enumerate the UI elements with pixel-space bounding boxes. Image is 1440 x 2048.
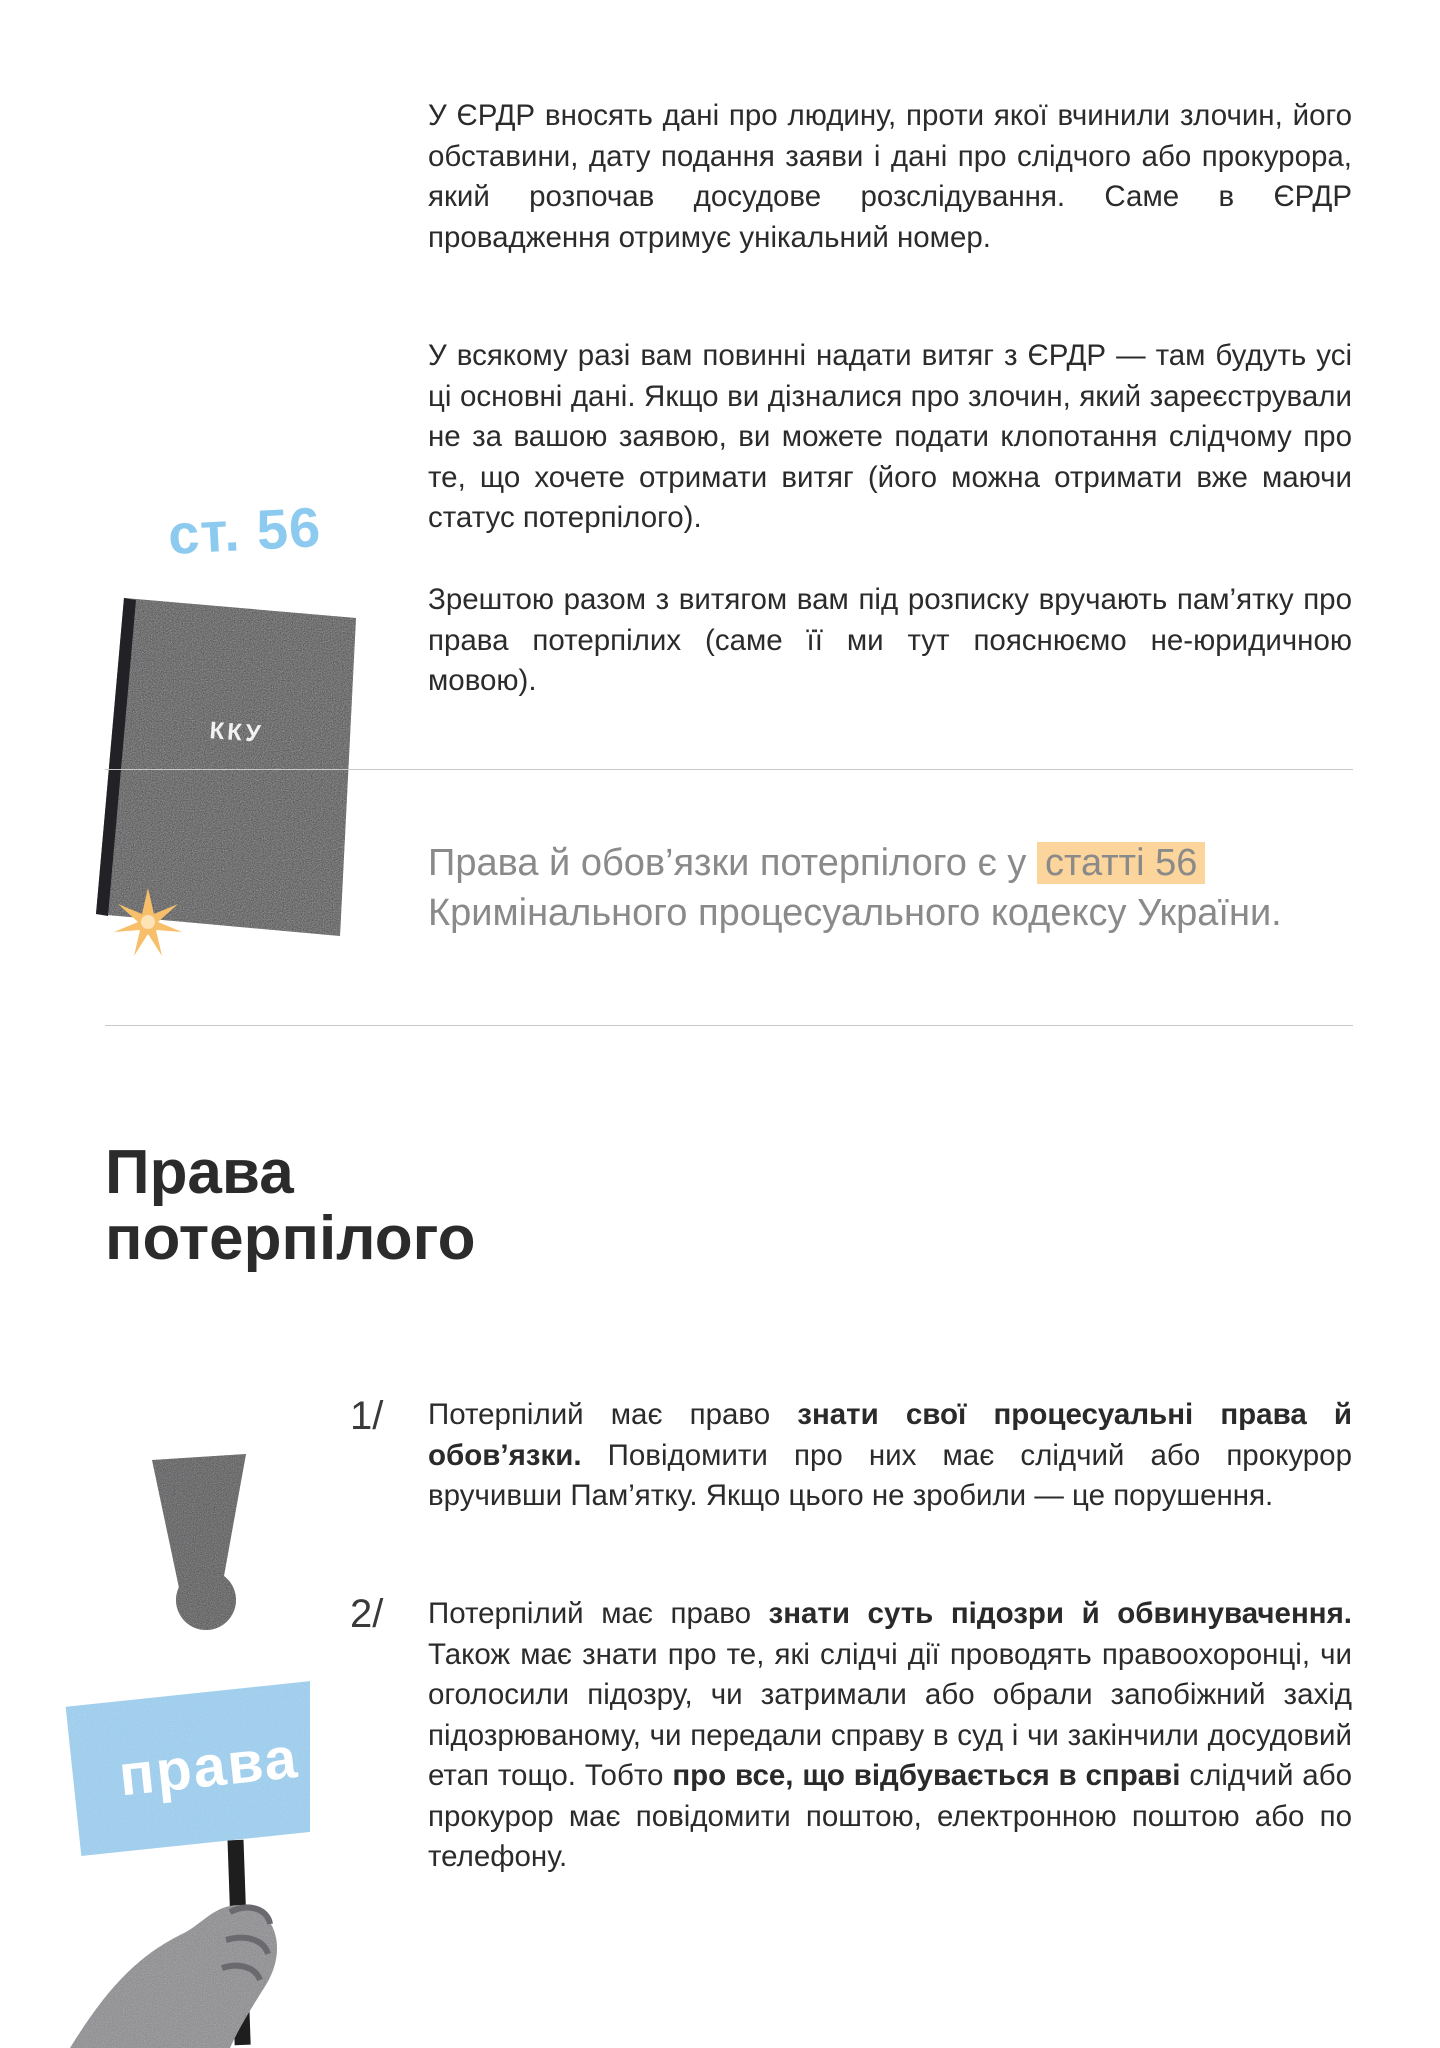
divider-bottom xyxy=(105,1025,1353,1026)
sign-illustration xyxy=(50,1440,310,2048)
article-highlight: статті 56 xyxy=(1037,842,1205,884)
intro-paragraph-2: У всякому разі вам повинні надати витяг з ЄРДР — там будуть усі ці основні дані. Якщо ви дізналися про злочин, який зареєстрували не за вашою заявою, ви можете подати клопотання слідчому про те, що хочете отримати витяг (його можна отримати вже маючи статус потерпілого). xyxy=(428,339,1352,534)
article-reference: ст. 56 xyxy=(166,495,323,566)
book-label: ККУ xyxy=(208,717,265,748)
callout-text: Права й обов’язки потерпілого є у статті 56 Кримінального процесуального кодексу України. xyxy=(428,842,1282,934)
intro-paragraph-3: Зрештою разом з витягом вам під розписку вручають пам’ятку про права потерпілих (саме її ми тут пояснюємо не-юридичною мовою). xyxy=(428,583,1352,697)
divider-top xyxy=(105,769,1353,770)
right-item-2: Потерпілий має право знати суть підозри й обвинувачення. Також має знати про те, які слідчі дії проводять правоохоронці, чи оголосили підозру, чи затримали або обрали запобіжний захід підозрюваному, чи передали справу в суд і чи закінчили досудовий етап тощо. Тобто про все, що відбувається в справі слідчий або прокурор має повідомити поштою, електронною поштою або по телефону. xyxy=(428,1597,1352,1873)
section-title: Права потерпілого xyxy=(105,1138,476,1273)
intro-paragraph-1: У ЄРДР вносять дані про людину, проти якої вчинили злочин, його обставини, дату подання заяви і дані про слідчого або прокурора, який розпочав досудове розслідування. Саме в ЄРДР провадження отримує унікальний номер. xyxy=(428,99,1352,254)
right-item-1: Потерпілий має право знати свої процесуальні права й обов’язки. Повідомити про них має слідчий або прокурор вручивши Пам’ятку. Якщо цього не зробили — це порушення. xyxy=(428,1398,1352,1512)
book-icon xyxy=(96,598,356,936)
sign-board xyxy=(66,1678,310,1856)
sign-label: права xyxy=(115,1724,302,1809)
item-number-2: 2/ xyxy=(350,1592,384,1636)
item-number-1: 1/ xyxy=(350,1394,384,1438)
book-illustration xyxy=(88,596,378,976)
